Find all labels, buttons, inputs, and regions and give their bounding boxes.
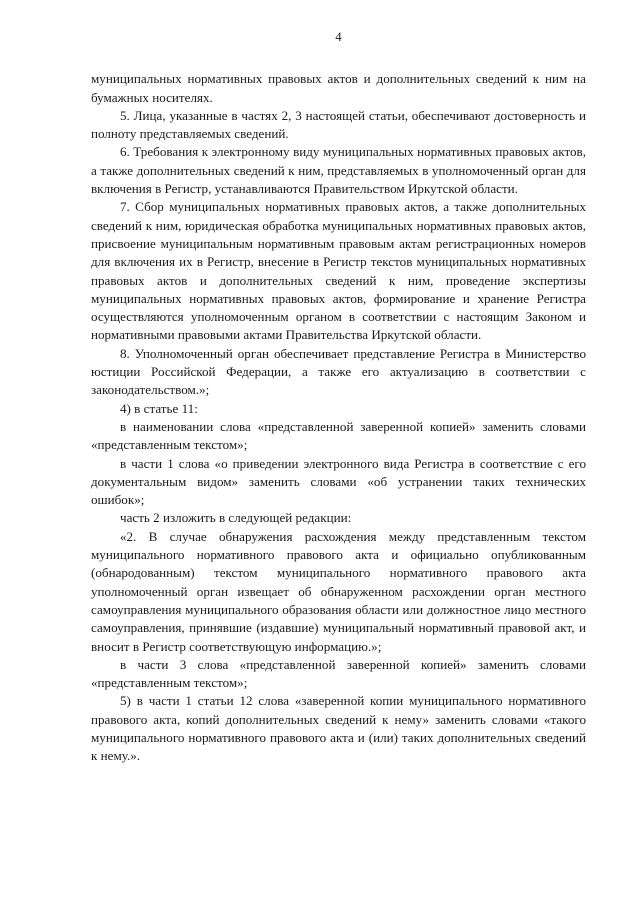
document-page [91, 28, 586, 766]
page-number: 4 [335, 30, 342, 44]
paragraph-item-7: 7. Сбор муниципальных нормативных правовых актов, а также дополнительных сведений к ним, юридическая обработка муниципальных нормативных правовых актов, присвоение муниципальным нормативным правовым актам регистрационных номеров для включения их в Регистр, внесение в Регистр текстов муниципальных нормативных правовых актов и дополнительных сведений к ним, проведение экспертизы муниципальных нормативных правовых актов, формирование и хранение Регистра осуществляются уполномоченным органом в соответствии с настоящим Законом и нормативными правовыми актами Правительства Иркутской области. [91, 199, 586, 343]
paragraph-item-8: 8. Уполномоченный орган обеспечивает представление Регистра в Министерство юстиции Российской Федерации, а также его актуализацию в соответствии с законодательством.»; [91, 345, 586, 398]
paragraph-part-3-amendment: в части 3 слова «представленной заверенной копией» заменить словами «представленным текстом»; [91, 656, 586, 691]
paragraph-article-11-heading: 4) в статье 11: [120, 400, 198, 416]
paragraph-item-6: 6. Требования к электронному виду муниципальных нормативных правовых актов, а также дополнительных сведений к ним, представляемых в уполномоченный орган для включения в Регистр, устанавливаются Правительством Иркутской области. [91, 144, 586, 197]
paragraph-part-2-text: «2. В случае обнаружения расхождения между представленным текстом муниципального нормативного правового акта и официально опубликованным (обнародованным) текстом муниципального нормативного правового акта уполномоченный орган извещает об обнаруженном расхождении орган местного самоуправления муниципального образования области или должностное лицо местного самоуправления, принявшие (издавшие) муниципальный нормативный правовой акт, и вносит в Регистр соответствующую информацию.»; [91, 528, 586, 654]
paragraph-title-amendment: в наименовании слова «представленной заверенной копией» заменить словами «представленным текстом»; [91, 418, 586, 453]
paragraph-item-5: 5. Лица, указанные в частях 2, 3 настоящей статьи, обеспечивают достоверность и полноту представляемых сведений. [91, 107, 586, 142]
paragraph-part-1-amendment: в части 1 слова «о приведении электронного вида Регистра в соответствие с его документальным видом» заменить словами «об устранении таких технических ошибок»; [91, 455, 586, 508]
paragraph-part-2-intro: часть 2 изложить в следующей редакции: [120, 510, 352, 526]
paragraph-article-12-amendment: 5) в части 1 статьи 12 слова «заверенной копии муниципального нормативного правового акта, копий дополнительных сведений к нему» заменить словами «такого муниципального нормативного правового акта и (или) таких дополнительных сведений к нему.». [91, 693, 586, 764]
paragraph-continuation: муниципальных нормативных правовых актов и дополнительных сведений к ним на бумажных носителях. [91, 71, 586, 105]
